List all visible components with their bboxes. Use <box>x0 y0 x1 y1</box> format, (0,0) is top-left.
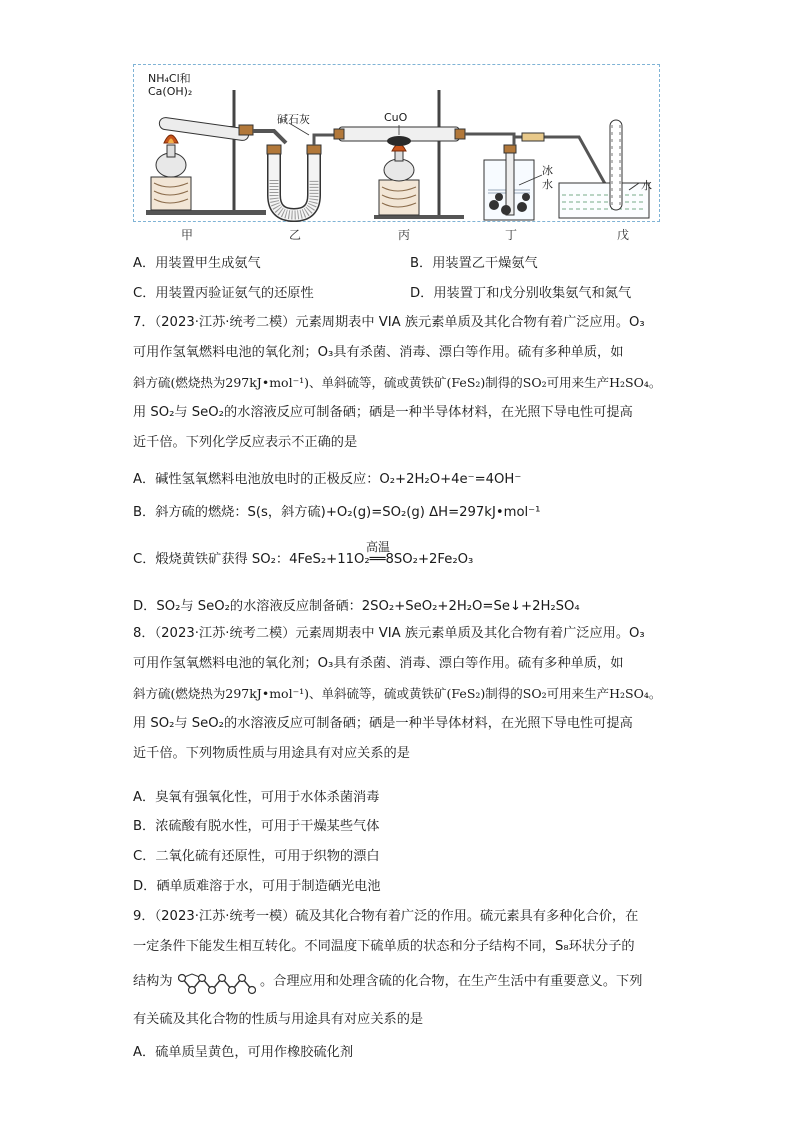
apparatus-drawing <box>134 65 661 223</box>
q7-option-c-condition: 高温 <box>366 540 391 554</box>
q8-stem-line-4: 用 SO₂与 SeO₂的水溶液反应可制备硒；硒是一种半导体材料，在光照下导电性可提高 <box>133 716 633 731</box>
apparatus-ding <box>484 145 534 220</box>
s8-ring-structure-image <box>178 968 256 998</box>
q9-stem-line-2: 一定条件下能发生相互转化。不同温度下硫单质的状态和分子结构不同，S₈环状分子的 <box>133 939 635 954</box>
label-jia: 甲 <box>181 228 194 242</box>
label-yi: 乙 <box>289 228 302 242</box>
q8-stem-line-1: 8．（2023·江苏·统考二模）元素周期表中 VIA 族元素单质及其化合物有着广泛应用。O₃ <box>133 626 645 641</box>
q6-option-a: A．用装置甲生成氨气 <box>133 256 261 271</box>
q8-stem-line-2: 可用作氢氧燃料电池的氧化剂；O₃具有杀菌、消毒、漂白等作用。硫有多种单质，如 <box>133 656 624 671</box>
q9-stem-line-3b: 。合理应用和处理含硫的化合物，在生产生活中有重要意义。下列 <box>260 974 643 989</box>
water-label: 水 <box>641 179 652 192</box>
q7-option-d: D．SO₂与 SeO₂的水溶液反应制备硒：2SO₂+SeO₂+2H₂O=Se↓+2H₂SO₄ <box>133 599 580 614</box>
apparatus-wu <box>559 120 649 218</box>
q7-stem-line-3: 斜方硫(燃烧热为297kJ•mol⁻¹)、单斜硫等，硫或黄铁矿(FeS₂)制得的SO₂可用来生产H₂SO₄。 <box>133 375 662 390</box>
q8-stem-line-5: 近千倍。下列物质性质与用途具有对应关系的是 <box>133 746 410 761</box>
q6-option-b: B．用装置乙干燥氨气 <box>410 256 538 271</box>
q7-stem-line-1: 7．（2023·江苏·统考二模）元素周期表中 VIA 族元素单质及其化合物有着广泛应用。O₃ <box>133 315 645 330</box>
apparatus-jia <box>146 90 266 215</box>
reagent-label-2: Ca(OH)₂ <box>148 85 193 98</box>
label-bing: 丙 <box>398 228 411 242</box>
q7-stem-line-2: 可用作氢氧燃料电池的氧化剂；O₃具有杀菌、消毒、漂白等作用。硫有多种单质，如 <box>133 345 624 360</box>
q7-option-a: A．碱性氢氧燃料电池放电时的正极反应：O₂+2H₂O+4e⁻=4OH⁻ <box>133 472 522 487</box>
q8-option-a: A．臭氧有强氧化性，可用于水体杀菌消毒 <box>133 790 380 805</box>
apparatus-figure <box>133 64 660 222</box>
q7-stem-line-5: 近千倍。下列化学反应表示不正确的是 <box>133 435 358 450</box>
apparatus-yi <box>267 145 321 215</box>
reagent-label-1: NH₄Cl和 <box>148 72 191 85</box>
q6-option-c: C．用装置丙验证氨气的还原性 <box>133 286 314 301</box>
label-ding: 丁 <box>505 228 518 242</box>
apparatus-bing <box>334 90 465 219</box>
label-wu: 戊 <box>617 228 630 242</box>
q7-option-b: B．斜方硫的燃烧：S(s，斜方硫)+O₂(g)=SO₂(g) ΔH=297kJ•mol⁻¹ <box>133 505 541 520</box>
q9-stem-line-4: 有关硫及其化合物的性质与用途具有对应关系的是 <box>133 1012 424 1027</box>
q8-stem-line-3: 斜方硫(燃烧热为297kJ•mol⁻¹)、单斜硫等，硫或黄铁矿(FeS₂)制得的SO₂可用来生产H₂SO₄。 <box>133 686 662 701</box>
q8-option-b: B．浓硫酸有脱水性，可用于干燥某些气体 <box>133 819 380 834</box>
q7-stem-line-4: 用 SO₂与 SeO₂的水溶液反应可制备硒；硒是一种半导体材料，在光照下导电性可提高 <box>133 405 633 420</box>
q6-option-d: D．用装置丁和戊分别收集氨气和氮气 <box>410 286 632 301</box>
q9-stem-line-3a: 结构为 <box>133 974 173 989</box>
q8-option-c: C．二氧化硫有还原性，可用于织物的漂白 <box>133 849 380 864</box>
q8-option-d: D．硒单质难溶于水，可用于制造硒光电池 <box>133 879 381 894</box>
q9-option-a: A．硫单质呈黄色，可用作橡胶硫化剂 <box>133 1045 354 1060</box>
cuo-label: CuO <box>384 111 408 124</box>
q9-stem-line-1: 9．（2023·江苏·统考一模）硫及其化合物有着广泛的作用。硫元素具有多种化合价，在 <box>133 909 639 924</box>
q7-option-c: C．煅烧黄铁矿获得 SO₂：4FeS₂+11O₂══8SO₂+2Fe₂O₃ <box>133 552 474 567</box>
ice-water-label-2: 水 <box>542 178 553 191</box>
soda-lime-label: 碱石灰 <box>277 113 310 126</box>
ice-water-label-1: 冰 <box>542 164 553 177</box>
